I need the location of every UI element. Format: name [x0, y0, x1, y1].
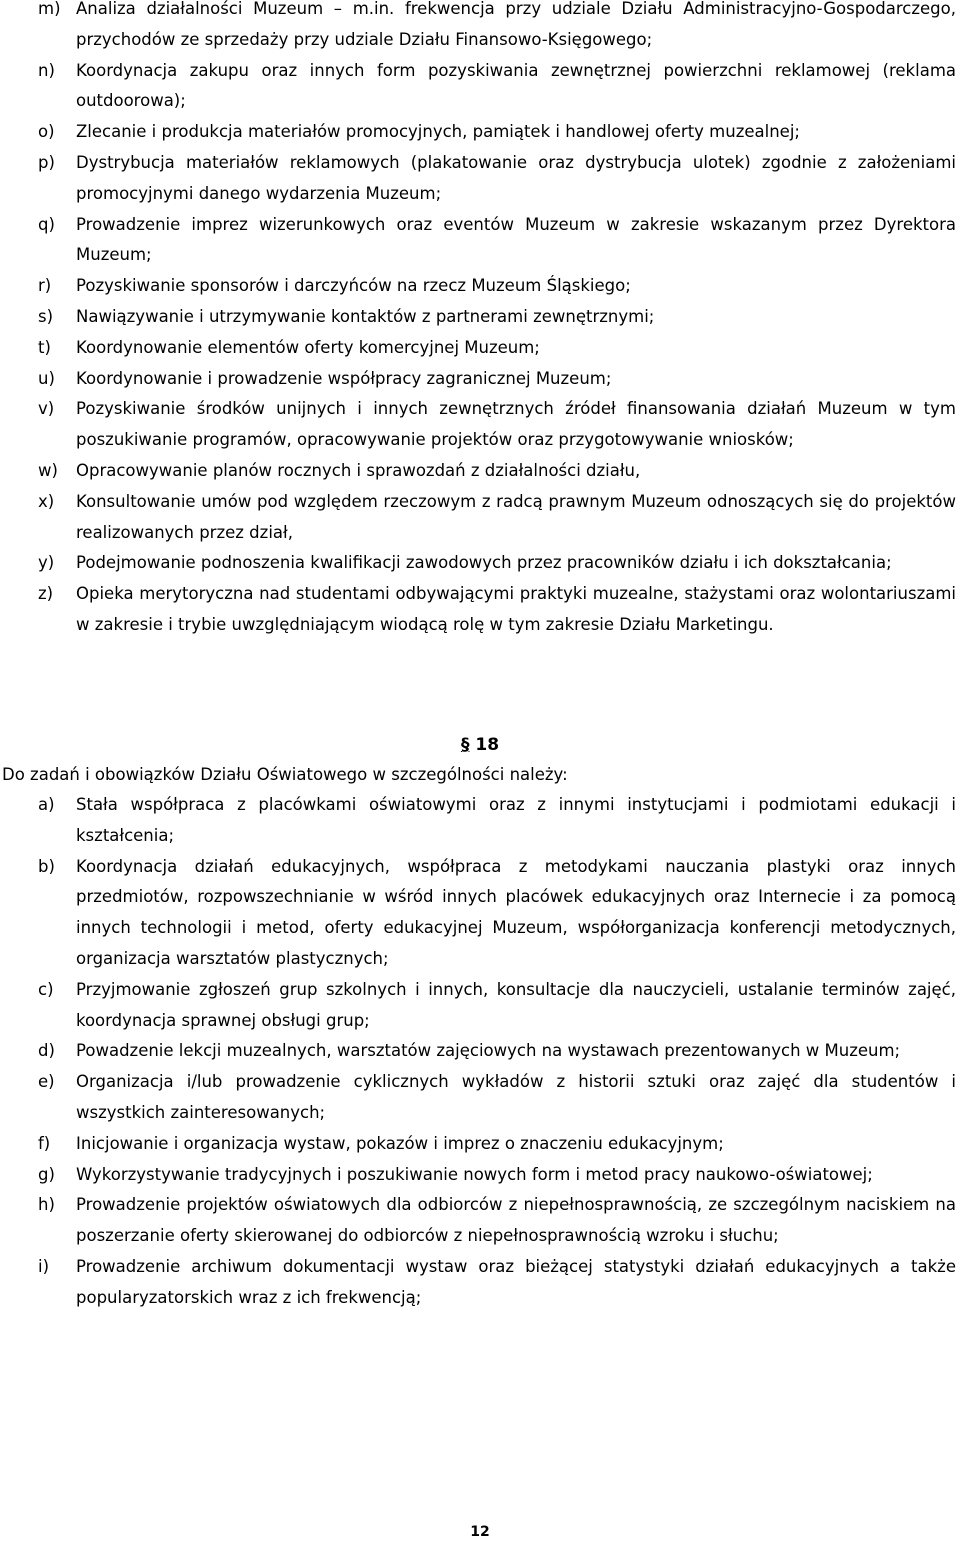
list-item-text: Powadzenie lekcji muzealnych, warsztatów zajęciowych na wystawach prezentowanych w Muzeum; — [76, 1041, 901, 1061]
list-item-text: Inicjowanie i organizacja wystaw, pokazów i imprez o znaczeniu edukacyjnym; — [76, 1133, 724, 1153]
list-item-letter: f) — [38, 1133, 51, 1153]
paragraph-sign: § — [460, 735, 470, 755]
list-item-text: Podejmowanie podnoszenia kwalifikacji zawodowych przez pracowników działu i ich dokształcania; — [76, 553, 892, 573]
list-item-text: Konsultowanie umów pod względem rzeczowym z radcą prawnym Muzeum odnoszących się do projektów realizowanych przez dział, — [76, 491, 956, 542]
list-item — [2, 148, 956, 210]
list-item — [2, 975, 956, 1037]
list-item-letter: m) — [38, 0, 61, 18]
list-item — [2, 1036, 956, 1067]
task-list-continued — [2, 0, 956, 641]
list-item-text: Koordynacja działań edukacyjnych, współpraca z metodykami nauczania plastyki oraz innych przedmiotów, rozpowszechnianie w wśród innych placówek edukacyjnych oraz Internecie i za pomocą innych technologii i metod, oferty edukacyjnej Muzeum, współorganizacja konferencji metodycznych, organizacja warsztatów plastycznych; — [76, 856, 956, 968]
list-item-text: Zlecanie i produkcja materiałów promocyjnych, pamiątek i handlowej oferty muzealnej; — [76, 122, 800, 142]
list-item — [2, 548, 956, 579]
section-number: 18 — [475, 735, 500, 755]
task-list-section-18 — [2, 790, 956, 1314]
list-item — [2, 1252, 956, 1314]
list-item-letter: g) — [38, 1164, 55, 1184]
list-item-letter: n) — [38, 60, 55, 80]
list-item-text: Nawiązywanie i utrzymywanie kontaktów z partnerami zewnętrznymi; — [76, 306, 655, 326]
list-item — [2, 117, 956, 148]
list-item — [2, 487, 956, 549]
list-item — [2, 210, 956, 272]
list-item-text: Koordynowanie elementów oferty komercyjnej Muzeum; — [76, 337, 540, 357]
list-item-letter: c) — [38, 979, 54, 999]
list-item — [2, 56, 956, 118]
list-item — [2, 364, 956, 395]
list-item-letter: e) — [38, 1072, 55, 1092]
list-item — [2, 1160, 956, 1191]
list-item — [2, 394, 956, 456]
list-item-text: Analiza działalności Muzeum – m.in. frekwencja przy udziale Działu Administracyjno-Gospodarczego, przychodów ze sprzedaży przy udziale Działu Finansowo-Księgowego; — [76, 0, 956, 49]
list-item-letter: q) — [38, 214, 55, 234]
list-item-letter: p) — [38, 152, 55, 172]
list-item — [2, 271, 956, 302]
list-item-letter: d) — [38, 1041, 55, 1061]
list-item — [2, 1190, 956, 1252]
list-item — [2, 456, 956, 487]
list-item-text: Opracowywanie planów rocznych i sprawozdań z działalności działu, — [76, 460, 641, 480]
list-item — [2, 1129, 956, 1160]
list-item-letter: v) — [38, 399, 55, 419]
list-item-text: Dystrybucja materiałów reklamowych (plakatowanie oraz dystrybucja ulotek) zgodnie z założeniami promocyjnymi danego wydarzenia Muzeum; — [76, 152, 956, 203]
list-item-letter: u) — [38, 368, 55, 388]
list-item — [2, 790, 956, 852]
list-item — [2, 852, 956, 975]
list-item-letter: x) — [38, 491, 55, 511]
list-item-text: Przyjmowanie zgłoszeń grup szkolnych i innych, konsultacje dla nauczycieli, ustalanie terminów zajęć, koordynacja sprawnej obsługi grup; — [76, 979, 956, 1030]
list-item-letter: z) — [38, 584, 54, 604]
list-item-text: Koordynacja zakupu oraz innych form pozyskiwania zewnętrznej powierzchni reklamowej (reklama outdoorowa); — [76, 60, 956, 111]
list-item-text: Prowadzenie imprez wizerunkowych oraz eventów Muzeum w zakresie wskazanym przez Dyrektora Muzeum; — [76, 214, 956, 265]
page-number: 12 — [470, 1524, 490, 1540]
list-item-text: Organizacja i/lub prowadzenie cyklicznych wykładów z historii sztuki oraz zajęć dla studentów i wszystkich zainteresowanych; — [76, 1072, 956, 1122]
list-item-text: Stała współpraca z placówkami oświatowymi oraz z innymi instytucjami i podmiotami edukacji i kształcenia; — [76, 795, 956, 845]
list-item-text: Prowadzenie archiwum dokumentacji wystaw oraz bieżącej statystyki działań edukacyjnych a także popularyzatorskich wraz z ich frekwencją; — [76, 1256, 956, 1307]
list-item-text: Prowadzenie projektów oświatowych dla odbiorców z niepełnosprawnością, ze szczególnym naciskiem na poszerzanie oferty skierowanej do odbiorców z niepełnosprawnością wzroku i słuchu; — [76, 1195, 956, 1246]
list-item — [2, 0, 956, 56]
list-item-text: Koordynowanie i prowadzenie współpracy zagranicznej Muzeum; — [76, 368, 612, 388]
section-intro: Do zadań i obowiązków Działu Oświatowego w szczególności należy: — [2, 765, 568, 784]
list-item — [2, 1067, 956, 1129]
list-item-text: Opieka merytoryczna nad studentami odbywającymi praktyki muzealne, stażystami oraz wolontariuszami w zakresie i trybie uwzględniającym wiodącą rolę w tym zakresie Działu Marketingu. — [76, 584, 956, 634]
list-item-letter: a) — [38, 795, 55, 814]
list-item-letter: t) — [38, 337, 51, 357]
list-item-letter: y) — [38, 553, 55, 573]
list-item-text: Wykorzystywanie tradycyjnych i poszukiwanie nowych form i metod pracy naukowo-oświatowej; — [76, 1164, 873, 1184]
list-item-letter: i) — [38, 1256, 50, 1276]
list-item — [2, 333, 956, 364]
section-heading — [0, 730, 960, 760]
list-item-letter: b) — [38, 856, 55, 876]
list-item — [2, 579, 956, 641]
list-item-letter: o) — [38, 122, 55, 142]
list-item-letter: w) — [38, 460, 58, 480]
list-item-text: Pozyskiwanie sponsorów i darczyńców na rzecz Muzeum Śląskiego; — [76, 276, 631, 296]
list-item — [2, 302, 956, 333]
list-item-letter: h) — [38, 1195, 55, 1215]
list-item-letter: r) — [38, 276, 52, 296]
list-item-letter: s) — [38, 306, 54, 326]
list-item-text: Pozyskiwanie środków unijnych i innych zewnętrznych źródeł finansowania działań Muzeum w tym poszukiwanie programów, opracowywanie projektów oraz przygotowywanie wniosków; — [76, 399, 956, 450]
